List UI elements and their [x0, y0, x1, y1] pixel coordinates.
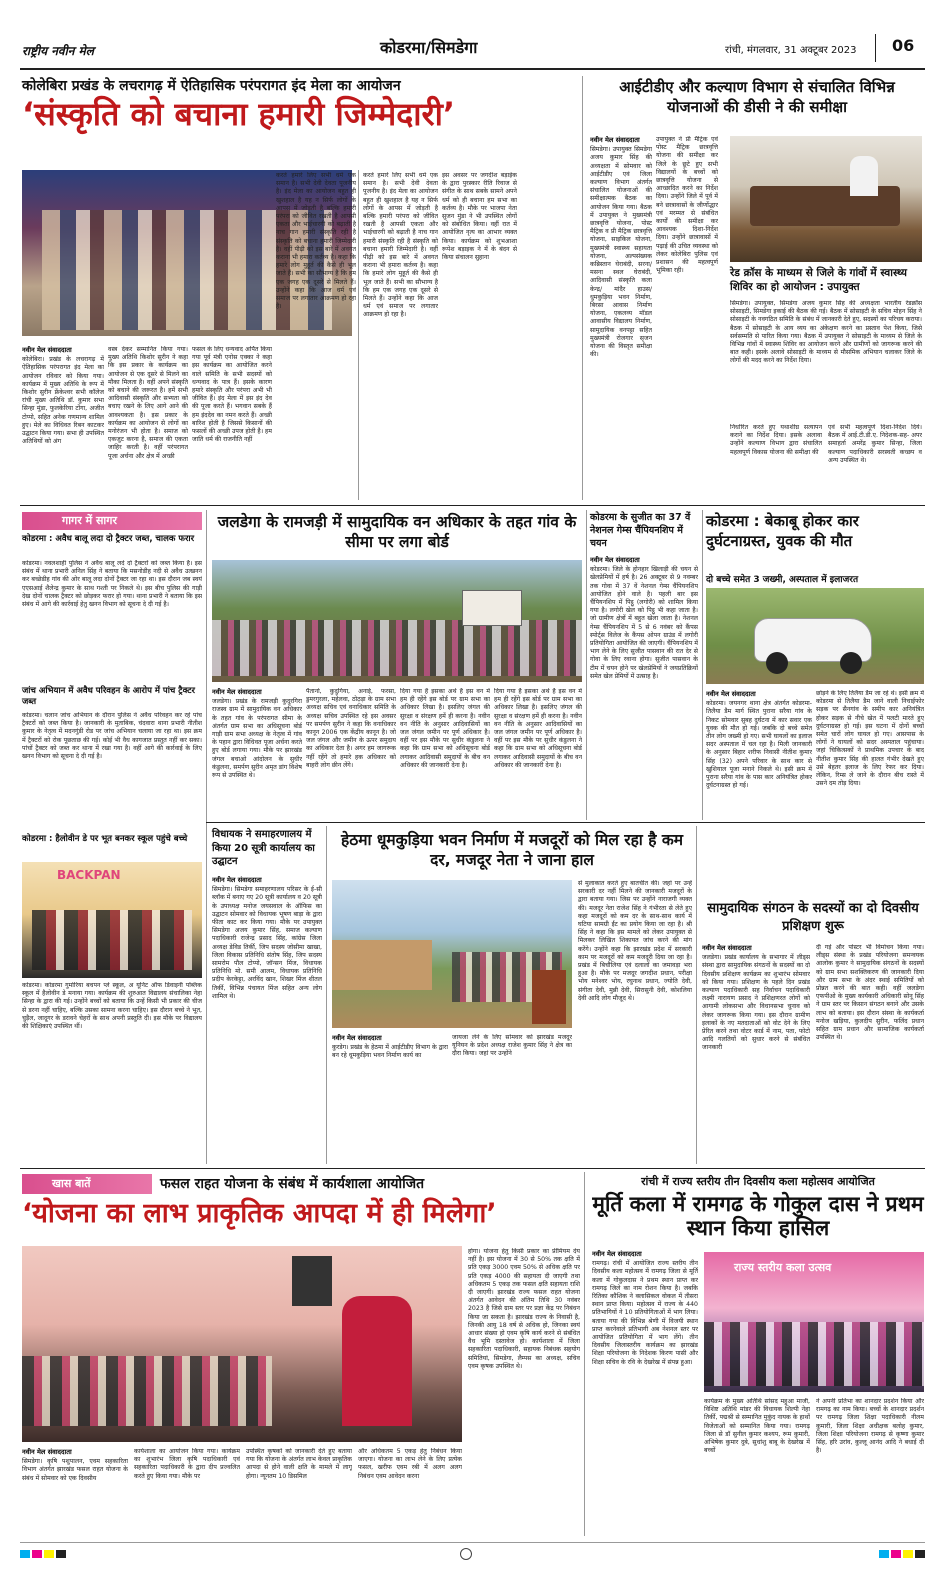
right-top-sub-body-2: निर्धारित करते हुए यथाशीघ्र सत्यापन कराने का निर्देश दिया। इसके अलावा उन्होंने कल्याण विभाग द्वारा संचालित महत्वपूर्ण विकास योजना की समीक्षा की — [730, 424, 822, 456]
hetma-headline: हेठमा धूमकुड़िया भवन निर्माण में मजदूरों को मिल रहा है कम दर, मजदूर नेता ने जाना हाल — [340, 831, 684, 870]
accident-col-1: नवीन मेल संवाददाता कोडरमा। जयनगर थाना क्षेत्र अंतर्गत कोडरमा-तिलैया डैम मार्ग स्थित पुराना सरैया गांव के निकट सोमवार सुबह दुर्घटना में कार सवार एक युवक की मौत हो गई। जबकि दो बच्चे समेत तीन लोग जख्मी हो गए। सभी घायलों का इलाज सदर अस्पताल में चल रहा है। मिली जानकारी के अनुसार बिहार शरीफ निवासी नीतीश कुमार सिंह (32) अपने परिवार के साथ कार से खुशियाल पूजा मनाने निकले थे। इसी क्रम में पुराना सरैया गांव के पास कार अनियंत्रित होकर दुर्घटनाग्रस्त हो गई। — [706, 690, 812, 790]
section-title: कोडरमा/सिमडेगा — [380, 38, 478, 57]
samu-col-2: दी गई और पोस्टर भी विमोचन किया गया। लीड्स संस्था के प्रखंड परियोजना समन्वयक आलोक कुमार ने सामुदायिक संगठनों के सदस्यों को ग्राम सभा सशक्तिकरण की जानकारी दिया और ग्राम सभा के अंदर स्थाई समितियों को प्रोन्नत करने की बात कही। वहीं जलडेगा एफपीओ के मुख्य कार्यकारी अधिकारी सोनू सिंह ने ग्राम स्तर पर किसान संगठन बनाने और उसके लाभ को बताया। इस दौरान संस्था के कार्यकर्ता मनोज खड़िया, कुलदीप सुरीन, फलिंद प्रधान सहित ग्राम प्रधान और सामाजिक कार्यकर्ता उपस्थित थे। — [816, 944, 924, 1042]
sagar-body-3: कोडरमा। कोडरमा गुमोरिया बचपन प्ले स्कूल, अ यूनिट ऑफ डिवाइनी पब्लिक स्कूल में हैलोवीन डे मनाया गया। कार्यक्रम की शुरुआत विद्यालय संचालिका नेहा सिन्हा के द्वारा की गई। उन्होंने बच्चों को बताया कि उन्हें किसी भी प्रकार की चीज से डरना नहीं चाहिए, बल्कि उसका सामना करना चाहिए। इस दौरान बच्चे ने भूत, चुड़ैल, जादूगर के डरावने चेहरों के साथ अपनी प्रस्तुति दी। इस मौके पर विद्यालय की शिक्षिकाएं उपस्थित थीं। — [22, 982, 202, 1031]
dateline: रांची, मंगलवार, 31 अक्टूबर 2023 — [725, 45, 857, 56]
newspaper-logo: राष्ट्रीय नवीन मेल — [22, 44, 94, 58]
lead-col-2: वस्त्र देकर सम्मानित किया गया। मुख्य अतिथि किशोर सुरीन ने कहा कि इस प्रकार के कार्यक्रम का आयोजन से एक दूसरे से मिलने का मौका मिलता है। वहीं अपने संस्कृति को बचाने की जरूरत है। हमें सभी आदिवासी संस्कृति और सभ्यता को बचाए रखने के लिए आगे आने की आवश्यकता है। इस प्रकार के कार्यक्रम का आयोजन से लोगों का मनोरंजन भी होता है। समाज को एकजुट करना है, समाज की एकता जाहिर करती है। वहीं परंपरागत पूजा अर्चना और क्षेत्र में अच्छी — [108, 346, 188, 460]
bottom-left-col-4: और अधिकतम 5 एकड़ हेतु निबंधन किया जाएगा। योजना का लाभ लेने के लिए प्रत्येक फसल, खरीफ एवम रबी में अलग अलग निबंधन एवम आवेदन करना — [358, 1448, 462, 1480]
mid-col-3: दिया गया है इसका अर्थ है इस वन में हम ही रहेंगे इस बोर्ड पर ग्राम सभा का अधिकार लिखा है। इसलिए जंगल की सुरक्षा व संरक्षण हमें ही करना है। नवीन वन नीति के अनुसार आदिवासियों का जल जंगल जमीन पर पूर्ण अधिकार है। वहीं पर इस मौके पर सुधीर कंडुलना ने कहा कि ग्राम सभा को अधिसूचना बोर्ड लगाकर आदिवासी समुदायों के बीच वन अधिकार की जानकारी देना है। — [400, 688, 490, 769]
sagar-headline-2: जांच अभियान में अवैध परिवहन के आरोप में पांच ट्रैक्टर जब्त — [22, 686, 195, 708]
sujit-headline: कोडरमा के सुजीत का 37 वें नेशनल गेम्स चैंपियनशिप में चयन — [590, 512, 691, 549]
sagar-headline-1: कोडरमा : अवैध बालू लदा दो ट्रैक्टर जब्त, चालक फरार — [22, 534, 195, 544]
right-top-sub-body-3: एवं सभी महत्वपूर्ण दिशा-निर्देश दिये। बैठक में आई.टी.डी.ए. निदेशक-सह- अपर समाहर्ता अमरेंद्र कुमार सिन्हा, जिला कल्याण पदाधिकारी सरस्वती कच्छप व अन्य उपस्थित थे। — [828, 424, 922, 464]
lead-col-3: फसल के लिए धन्यवाद अर्पित किया गया पूर्व मंत्री एनोस एक्का ने कहा इस कार्यक्रम का आयोजित करने वाले समिति के सभी सदस्यों को धन्यवाद के पात्र हैं। इसके कारण हमारे संस्कृति और परंपरा अभी भी जीवित हैं। इंद मेला में इस इंद देव की पूजा करते हैं। भगवान सबके हैं हम इंददेव का नमन करते हैं। अच्छी बारिश होती है जिससे किसानों की फसलों की अच्छी उपज होती है। हम जाति धर्म की राजनीति नहीं — [192, 346, 272, 444]
forest-board-photo — [212, 560, 582, 682]
mid-col-2: पैतानो, कुदुगिया, अनाई, फरसा, डुमरगुरला, महेलवा, ठोठ़ड़ा के ग्राम सभा अध्यक्ष सचिव एवं वनाधिकार समिति के अध्यक्ष सचिव उपस्थित रहे इस अवसर पर समर्पण सुरीन ने कहा कि वनाधिकार कानून 2006 एक केंद्रीय कानून है। जो जल जंगल और जमीन के ऊपर समुदाय का अधिकार देता है। अगर हम जागरूक नहीं रहेंगे तो हमारे हक अधिकार को बाहरी लोग छीन लेंगे। — [306, 688, 396, 769]
hetma-col-3: से मुलाकात करते हुए बातचीत की। जहां पर उन्हें सरकारी दर नहीं मिलने की जानकारी मजदूरों के द्वारा बताया गया। जिस पर उन्होंने नाराजगी व्यक्त की। मजदूर नेता राजेश सिंह ने गंभीरता से लेते हुए कहा मजदूरों को कम दर के साथ-साथ कार्य में घटिया सामग्री ईंट का प्रयोग किया जा रहा है। श्री सिंह ने कहा कि इस मामले को लेकर उपायुक्त से मिलकर लिखित शिकायत जांच करने की मांग करेंगे। उन्होंने कहा कि झारखंड प्रदेश में सरकारी काम पर मजदूरों को कम मजदूरी दिया जा रहा है। प्रखंड में बिचौलिया एवं दलालों का जमावड़ा भरा हुआ है। मौके पर मजदूर जगदीश प्रधान, परीक्षा भोय मनेश्वर भोय, रघुनाथ प्रधान, ज्योति देवी, संगीता देवी, मुन्नी देवी, सिरासुनी देवी, कोशलिया देवी आदि लोग मौजूद थे। — [578, 880, 692, 1002]
bottom-left-col-5: होगा। योजना हेतु किसी प्रकार का प्रीमियम देय नहीं है। इस योजना में 30 से 50% तक क्षति में प्रति एकड़ 3000 एवम 50% से अधिक क्षति पर प्रति एकड़ 4000 की सहायता दी जाएगी तथा अधिकतम 5 एकड़ तक फसल क्षति सहायता राशि दी जाएगी। झारखंड राज्य फसल राहत योजना अंतर्गत आवेदन की अंतिम तिथि 30 नवंबर 2023 है जिसे ग्राम स्तर पर प्रज्ञा केंद्र पर निबंधन किया जा सकता है। झारखंड राज्य के निवासी है, जिनकी आयु 18 वर्ष से अधिक हो, जिनका स्वयं आधार संख्या हो एवम कृषि कार्य करने से संबंधित वैध भूमि दस्तावेज हो। कार्यशाला में जिला सहकारिता पदाधिकारी, सहायक निबंधक सहयोग समितियां, सिमडेगा, लैम्पस का अध्यक्ष, सचिव एवम कृषक उपस्थित थे। — [468, 1248, 580, 1370]
samu-col-1: नवीन मेल संवाददाता जलडेगा। प्रखंड कार्यालय के सभागार में लीड्स संस्था द्वारा सामुदायिक संगठनों के सदस्यों का दो दिवसीय प्रशिक्षण कार्यक्रम का शुभारंभ सोमवार को किया गया। प्रशिक्षण के पहले दिन प्रखंड कल्याण पदाधिकारी सह निर्वाचन पदाधिकारी लक्ष्मी नारायण प्रसाद ने प्रशिक्षणरत लोगों को आगामी लोकसभा और विधानसभा चुनाव को लेकर जागरूक किया गया। इस दौरान ग्रामीण इलाकों के नए मतदाताओं को वोट देने के लिए प्रेरित करने तथा वोटर कार्ड में नाम, पता, फोटो आदि गलतियों को सुधार करने से संबंधित जानकारी — [702, 944, 810, 1052]
right-top-col-1: नवीन मेल संवाददाता सिमडेगा। उपायुक्त सिमडेगा अजय कुमार सिंह की अध्यक्षता में सोमवार को आईटीडीए एवं जिला कल्याण विभाग अंतर्गत संचालित योजनाओं की समीक्षात्मक बैठक का आयोजन किया गया। बैठक में उपायुक्त ने मुख्यमंत्री छात्रवृत्ति योजना, पोस्ट मैट्रिक व प्री मैट्रिक छात्रवृत्ति योजना, साइकिल योजना, मुख्यमंत्री स्वास्थ्य सहायता योजना, अल्पसंख्यक कब्रिस्तान घेराबंदी, सरना/मसना स्थल घेराबंदी, आदिवासी संस्कृति कला केन्द्र/ मांदैर हाउस/ धुमकुड़िया भवन निर्माण, बिरसा आवास निर्माण योजना, एकलव्य मॉडल आवासीय विद्यालय निर्माण, सामुदायिक वनपट्टा सहित मुख्यमंत्री रोजगार सृजन योजना की विस्तृत समीक्षा की। — [590, 136, 652, 359]
accident-subhead: दो बच्चे समेत 3 जख्मी, अस्पताल में इलाजरत — [706, 575, 859, 585]
bottom-right-kicker: रांची में राज्य स्तरीय तीन दिवसीय कला महोत्सव आयोजित — [641, 1175, 875, 1188]
footer-registration-marks — [20, 1548, 925, 1560]
bottom-left-kicker: फसल राहत योजना के संबंध में कार्यशाला आयोजित — [160, 1176, 425, 1192]
mid-col-1: नवीन मेल संवाददाता जलडेगा। प्रखंड के रामजड़ी कुदुरगिरा राजस्व ग्राम में सामुदायिक वन अधिकार के तहत गांव के परंपरागत सीमा के अंतर्गत ग्राम सभा का अधिसूचना बोर्ड गाड़ी ग्राम सभा अध्यक्ष के नेतृत्व में गांव के पहान द्वारा विधिवत पूजा अर्चना करते हुए बोर्ड लगाया गया। मौके पर झारखंड जंगल बचाओ आंदोलन के सुधीर कंडुलना, समर्पण सुरीन अमृत डांग विशेष रूप से उपस्थित थे। — [212, 688, 302, 780]
accident-col-2: छोड़ने के लिए तिलैया डैम जा रहे थे। इसी क्रम में कोडरमा से तिलैया डैम जाने वाली निचाईफोर सड़क पर सैनगांव के समीप कार अनियंत्रित होकर सड़क से नीचे खेत में पलटी मारते हुए दुर्घटनाग्रस्त हो गई। इस घटना में दोनों बच्चों समेत चारों लोग घायल हो गए। आसपास के लोगों ने घायलों को सदर अस्पताल पहुंचाया। जहां चिकित्सकों ने प्राथमिक उपचार के बाद नीतीश कुमार सिंह की हालत गंभीर देखते हुए उसे बेहतर इलाज के लिए रेफर कर दिया। लेकिन, रिम्स ले जाने के दौरान बीच रास्ते में उसने दम तोड़ दिया। — [816, 690, 924, 788]
car-accident-photo — [706, 588, 924, 684]
halloween-photo — [22, 862, 202, 978]
workshop-photo — [22, 1246, 462, 1442]
accident-headline: कोडरमा : बेकाबू होकर कार दुर्घटनाग्रस्त, युवक की मौत — [706, 512, 859, 550]
bhawan-site-photo — [332, 880, 572, 1028]
bottom-right-body-3: ने अपनी प्रतिभा का शानदार प्रदर्शन किया और रामगढ़ का नाम किया। बच्चों के शानदार प्रदर्शन पर रामगढ़ जिला शिक्षा पदाधिकारी नीलम कुमारी, जिला शिक्षा अधीक्षक बलोह कुमार, जिला शिक्षा परियोजना रामगढ़ से कृष्णा कुमार सिंह, हरि उरांव, कुल्लू आनंद आदि ने बधाई दी है। — [816, 1398, 924, 1455]
bottom-left-col-1: नवीन मेल संवाददाता सिमडेगा। कृषि पशुपालन, एवम सहकारिता विभाग अंतर्गत झारखंड फसल राहत योजना के संबंध में सोमवार को एक दिवसीय — [22, 1448, 128, 1482]
lead-headline: ‘संस्कृति को बचाना हमारी जिम्मेदारी’ — [22, 95, 456, 133]
sagar-body-2: कोडरमा। चलान जांच अभियान के दौरान पुलिस ने अवैध परिवहन कर रहे पांच ट्रैक्टरों को जब्त किया है। जानकारी के मुताबिक, चंदवारा थाना प्रभारी नीतीश कुमार के नेतृत्व में मदनगुंडी रोड पर जांच अभियान चलाया जा रहा था। इस क्रम में ट्रैक्टरों को रोक पूछताछ की गई। कोई भी वैध कागजात प्रस्तुत नहीं कर सका। पांचों ट्रैक्टर को जब्त कर थाना में रखा गया है। वहीं आगे की कार्रवाई के लिए खनन विभाग को सूचना दे दी गई है। — [22, 712, 202, 761]
right-top-sub-headline: रेड क्रॉस के माध्यम से जिले के गांवों में स्वास्थ्य शिविर का हो आयोजन : उपायुक्त — [730, 267, 907, 294]
bottom-left-col-3: उपस्थित कृषकों को जानकारी देते हुए बताया गया कि योजना के अंतर्गत लाभ केवल प्राकृतिक आपदा से होने वाली क्षति के मामले में लागू होगा। न्यूनतम 10 डिसमिल — [246, 1448, 352, 1480]
lead-col-5: इस अवसर पर जगदीश बड़ाईक के द्वारा पुरस्कार रीति रिवाज से संगीत के साथ सबके सामने अपने धर्म को ही बचाना हम सभा का कर्तव्य है। मौके पर भाजपा नेता सुजन मुंडा ने भी उपस्थित लोगों को संबोधित किया। वहीं रात में आयोजित नृत्य का आभार व्यक्त किया। कार्यक्रम को शुभआशा रूपेश बड़ाइक ने में के बंदन से किया संचालन सुहाना — [442, 172, 517, 262]
lead-kicker: कोलेबिरा प्रखंड के लचरागढ़ में ऐतिहासिक परंपरागत इंद मेला का आयोजन — [22, 78, 401, 94]
hetma-col-2: जायजा लेने के लिए सोमवार को झारखंड मजदूर यूनियन के प्रदेश अध्यक्ष राजेश कुमार सिंह ने क्षेत्र का दौरा किया। जहां पर उन्होंने — [452, 1034, 572, 1058]
lead-col-4b: करते हमारे लिए सभी धर्म एक समान है। सभी देवी देवता पूजनीय है। इंद मेला का आयोजन बहुत ही खुशहाल है यह न सिर्फ लोगों के आपस में जोड़ती है बल्कि हमारी परंपरा को जीवित रखती है आपसी एकता और भाईचारगी को बढ़ाती है नाच गान हमारी संस्कृति रही है संस्कृति को बचाना हमारी जिम्मेदारी है। वहीं पीढ़ी को इस बारे में अवगत कराना भी हमारा कर्तव्य है। कहा कि हमारे लोग मुहूर्त की कैसे ही भूल जाते हैं। सभी का सौभाग्य है कि हम एक जगह एक दूसरे से मिलते हैं। उन्होंने कहा कि आज धर्म एवं समाज पर लगातार आक्रमण हो रहा है। — [363, 172, 438, 319]
kala-utsav-photo — [704, 1252, 924, 1392]
lead-col-1: नवीन मेल संवाददाता कोलेबिरा। प्रखंड के लचरागढ़ में ऐतिहासिक परंपरागत इंद मेला का आयोजन रविवार को किया गया। कार्यक्रम में मुख्य अतिथि के रूप में किशोर सुरीन फ्रेंकेश्वर सभी कॉलेज रांची मुख्य अतिथि डॉ. कुमार सभा सिन्हा मुंडा, फुलकेरिया टोंगा, अजीत टोप्पो, सहित अनेक गणमान्य शामिल हुए। मेले का विधिवत रिबन काटकर उद्घाटन किया गया। सभा ही उपस्थित अतिथियों को अंग — [22, 346, 104, 446]
masthead — [20, 38, 925, 68]
right-top-headline: आईटीडीए और कल्याण विभाग से संचालित विभिन्न योजनाओं की डीसी ने की समीक्षा — [619, 78, 895, 116]
mid-col-4: दिया गया है इसका अर्थ है इस वन में हम ही रहेंगे इस बोर्ड पर ग्राम सभा का अधिकार लिखा है। इसलिए जंगल की सुरक्षा व संरक्षण हमें ही करना है। नवीन वन नीति के अनुसार आदिवासियों का जल जंगल जमीन पर पूर्ण अधिकार है। वहीं पर इस मौके पर सुधीर कंडुलना ने कहा कि ग्राम सभा को अधिसूचना बोर्ड लगाकर आदिवासी समुदायों के बीच वन अधिकार की जानकारी देना है। — [494, 688, 582, 769]
mid-headline: जलडेगा के रामजड़ी में सामुदायिक वन अधिकार के तहत गांव के सीमा पर लगा बोर्ड — [217, 513, 577, 552]
right-top-sub-body-1: सिमडेगा। उपायुक्त, सिमडेगा अजय कुमार सिंह की अध्यक्षता भारतीय रेडक्रॉस सोसाइटी, सिमडेगा इकाई की बैठक की गई। बैठक में सोसाइटी के सचिव मोहन सिंह ने सोसाइटी के नवगठित समिति के संबंध में जानकारी देते हुए, सदस्यों का परिचय कराया। बैठक में सोसाइटी के आय व्यय का अंकेक्षण करने का प्रस्ताव पेश किया, जिसे सर्वसम्मति से पारित किया गया। बैठक में उपायुक्त ने सोसाइटी के माध्यम से जिले के विभिन्न गांवों में स्वास्थ्य शिविर का आयोजन करने और ग्रामीणों को जागरूक करने की बात कही। इसके अलावे सोसाइटी के माध्यम से मौसमिक अभियान चलाकर जिले के लोगों की मदद करने का निर्देश दिया। — [730, 300, 922, 365]
sagar-headline-3: कोडरमा : हैलोवीन डे पर भूत बनकर स्कूल पहुंचे बच्चे — [22, 834, 188, 844]
bottom-right-body-1: नवीन मेल संवाददाता रामगढ़। रांची में आयोजित राज्य स्तरीय तीन दिवसीय कला महोत्सव में रामगढ़ जिला से मूर्ति कला में गोकुलदास ने प्रथम स्थान प्राप्त कर रामगढ़ जिले का नाम रोशन किया है। जबकि रितिका कौशिक ने क्लासिकल वोकल में तीसरा स्थान प्राप्त किया। महोत्सव में राज्य के 440 प्रतिभागियों ने 10 प्रतियोगिताओं में भाग लिया। बताया गया की विभिन्न श्रेणी में विजयी स्थान प्राप्त करनेवाले प्रतिभागी अब नेशनल स्तर पर आयोजित प्रतियोगिता में भाग लेंगे। तीन दिवसीय जिलास्तरीय कार्यक्रम का झारखंड शिक्षा परियोजना के निदेशक किरण पासी और शिक्षा सचिव के रवि के देखरेख में संपन्न हुआ। — [592, 1250, 698, 1366]
bottom-left-headline: ‘योजना का लाभ प्राकृतिक आपदा में ही मिलेगा’ — [22, 1198, 497, 1229]
bottom-left-col-2: कार्यशाला का आयोजन किया गया। कार्यक्रम का शुभारंभ जिला कृषि पदाधिकारी एवं सहकारिता पदाधिकारी के द्वारा दीप प्रज्वलित करते हुए किया गया। मौके पर — [134, 1448, 240, 1480]
lead-col-4: करते हमारे लिए सभी धर्म एक समान है। सभी देवी देवता पूजनीय है। इंद मेला का आयोजन बहुत ही खुशहाल है यह न सिर्फ लोगों के आपस में जोड़ती है बल्कि हमारी परंपरा को जीवित रखती है आपसी एकता और भाईचारगी को बढ़ाती है नाच गान हमारी संस्कृति रही है संस्कृति को बचाना हमारी जिम्मेदारी है। वहीं पीढ़ी को इस बारे में अवगत कराना भी हमारा कर्तव्य है। कहा कि हमारे लोग मुहूर्त की कैसे ही भूल जाते हैं। सभी का सौभाग्य है कि हम एक जगह एक दूसरे से मिलते हैं। उन्होंने कहा कि आज धर्म एवं समाज पर लगातार आक्रमण हो रहा है। — [276, 172, 356, 311]
bottom-right-body-2: कार्यक्रम के मुख्य अतिथि सांसद महुआ माजी, विशिष्ट अतिथि मांडर की विधायक शिल्पी नेहा तिर्की, पद्मश्री से सम्मानित मुकुंद नायक के हाथों विजेताओं को सम्मानित किया गया। रामगढ़ जिला से डॉ सुनील कुमार कश्यप, रूम कुमारी, अभिषेक कुमार दुबे, सुधांशु बाबू के देखरेख में बच्चों — [704, 1398, 810, 1455]
school-sign: BACKPAN — [57, 868, 121, 882]
hetma-col-1: नवीन मेल संवाददाता कुरडेग। प्रखंड के हेठमा में आईटीडीए विभाग के द्वारा बन रहे धूमकुड़िया भवन निर्माण कार्य का — [332, 1034, 448, 1060]
section-label-sagar: गागर में सागर — [22, 512, 202, 530]
right-top-col-2: उपायुक्त ने प्री मैट्रिक एवं पोस्ट मैट्रिक छात्रवृत्ति योजना की समीक्षा कर जिले के छूटे हुए सभी विद्यालयों के बच्चों को छात्रवृत्ति योजना से आच्छादित करने का निर्देश दिया। उन्होंने जिले में पूर्व में बने छात्रावासों के जीर्णोद्धार एवं मरम्मत से संबंधित कार्यों की समीक्षा कर आवश्यक दिशा-निर्देश दिया। उन्होंने छात्रावासों में पढ़ाई की उचित व्यवस्था को लेकर कोलेबिरा पुलिस एवं प्रशासन की महत्वपूर्ण भूमिका रही। — [656, 136, 718, 275]
samu-headline: सामुदायिक संगठन के सदस्यों का दो दिवसीय प्रशिक्षण शुरू — [707, 901, 919, 934]
footer-rule — [20, 1542, 925, 1543]
meeting-photo — [730, 136, 922, 262]
utsav-banner-text: राज्य स्तरीय कला उत्सव — [734, 1261, 832, 1274]
bottom-right-headline: मूर्ति कला में रामगढ के गोकुल दास ने प्रथम स्थान किया हासिल — [592, 1192, 924, 1241]
section-label-khas: खास बातें — [22, 1174, 152, 1194]
vidhayak-body: नवीन मेल संवाददाता सिमडेगा। सिमडेगा समाहरणालय परिसर के ई-सी ब्लॉक में बनाए गए 20 सूत्री कार्यालय व 20 सूत्री के उपाध्यक्ष मनोज जयसवाल के ऑफिस का उद्घाटन सोमवार को विधायक भूषण बाड़ा के द्वारा फीता काट कर किया गया। मौके पर उपायुक्त सिमडेगा अजय कुमार सिंह, समाज कल्याण पदाधिकारी राजेन्द्र प्रसाद सिंह, कांग्रेस जिला अध्यक्ष डेविड तिर्की, जिप सदस्य जोसीमा खाखा, जिला विकास प्रतिनिधि संतोष सिंह, जिप सदस्य सामरोम पौल टोप्पो, जॉन्सन मिंज, विधायक प्रतिनिधि मो. समी आलम, विधायक प्रतिनिधि प्रदीप केरकेट्टा, अरविंद खान, शिखर मिंज शीतल तिर्की, विभिन्न पंचायत मिंज सहित अन्य लोग शामिल थे। — [212, 876, 322, 1000]
vidhayak-headline: विधायक ने समाहरणालय में किया 20 सूत्री कार्यालय का उद्घाटन — [212, 829, 315, 867]
sujit-body: नवीन मेल संवाददाता कोडरमा। जिले के होनहार खिलाड़ी की चयन से खेलप्रेमियों में हर्ष है। 26 अक्टूबर से 9 नवम्बर तक गोवा में 37 वें नेशनल गेम्स चैंपियनशिप आयोजित होने वाले है। पहली बार इस चैंपियनशिप में पिट्ठू (लगोरी) को शामिल किया गया है। लगोरी खेल को पिट्ठू भी कहा जाता है। जो ग्रामीण क्षेत्रों में बहुत खेला जाता है। नेशनल गेम्स चैंपियनशिप में 5 से 6 नवंबर को कैंपस स्पोर्ट्स विलेज के कैंपस ओपन ग्राउंड में लगोरी प्रतियोगिता आयोजित की जाएगी। चैंपियनशिप में भाग लेने के लिए सुजीत पासवान की रात देर से गोवा के लिए रवाना होगा। सुजीत पासवान के टीम में चयन होने पर खेलप्रेमियों ने जयप्रतिक्रियों समेत खेल प्रेमियों में उत्साह है। — [590, 556, 698, 680]
sagar-body-1: कोडरमा। नवलशाही पुलिस ने अवैध बालू लदे दो ट्रैक्टरों को जब्त किया है। इस संबंध में थाना प्रभारी अनिल सिंह ने बताया कि मसनोडीह नदी से अवैध उत्खनन कर बच्छेडीह गांव की ओर बालू लदा दोनों ट्रैक्टर जा रहा था। इस दौरान जब स्वयं एएसआई शैलेन्द्र कुमार के साथ गश्ती पर निकले थे। इस बीच पुलिस की गाड़ी देख दोनों चालक ट्रैक्टर को छोड़कर फरार हो गया। थाना प्रभारी ने बताया कि इस संबंध में आगे की कार्रवाई हेतु खनन विभाग को सूचना दे दी गई है। — [22, 560, 202, 609]
page-number: 06 — [892, 36, 915, 55]
